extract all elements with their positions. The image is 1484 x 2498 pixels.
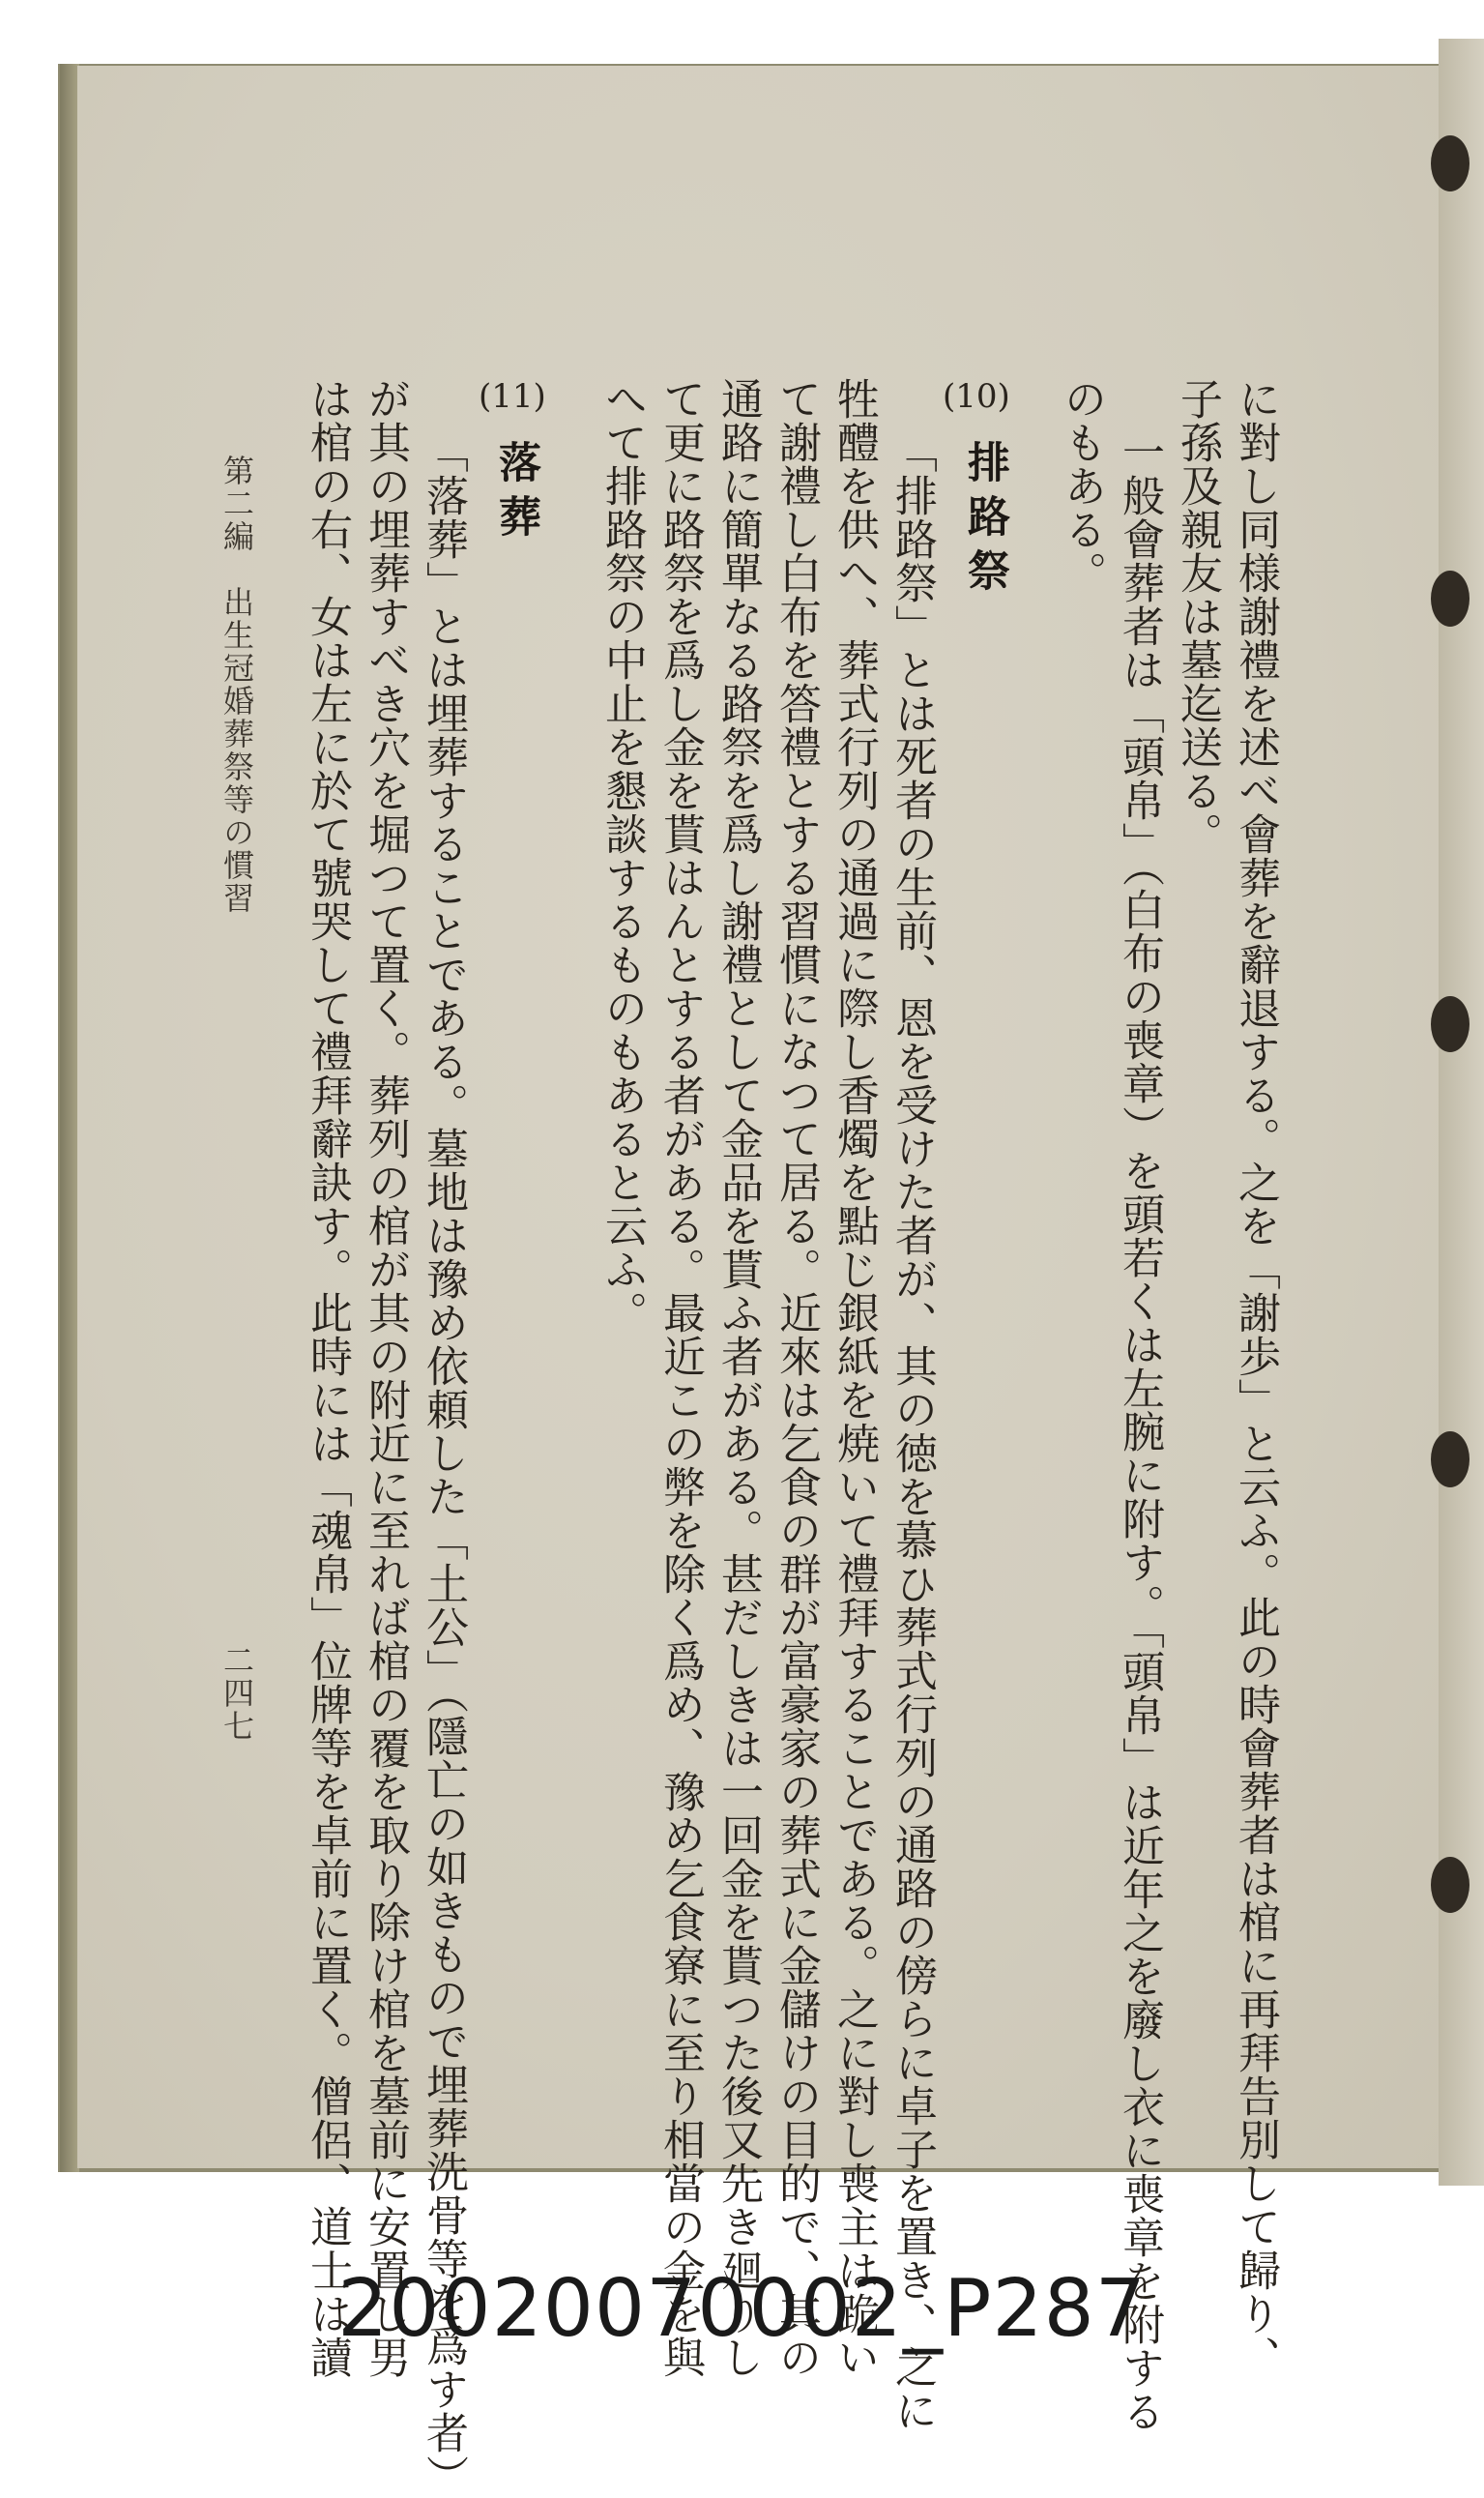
- text-column: て更に路祭を爲し金を貰はんとする者がある。最近この弊を除く爲め、豫め乞食寮に至り相當の金を與: [655, 377, 705, 2379]
- page-number: 二四七: [218, 1644, 255, 1743]
- binding-hole-icon: [1431, 1857, 1469, 1913]
- page-edge: [60, 64, 79, 2172]
- binding-hole-icon: [1431, 135, 1469, 191]
- text-column: て謝禮し白布を答禮とする習慣になつて居る。近來は乞食の群が富豪家の葬式に金儲けの目的で、其の: [771, 377, 821, 2379]
- running-head: 第二編 出生冠婚葬祭等の慣習: [218, 455, 255, 915]
- section-number: (11): [479, 377, 546, 416]
- image-caption: 20020070002_P287: [337, 2263, 1147, 2355]
- text-column: 「排路祭」とは死者の生前、恩を受けた者が、其の徳を慕ひ葬式行列の通路の傍らに卓子を置き、之に: [887, 430, 937, 2432]
- text-column: に對し同様謝禮を述べ會葬を辭退する。之を「謝歩」と云ふ。此の時會葬者は棺に再拜告別して歸り、: [1231, 377, 1280, 2379]
- text-column: へて排路祭の中止を懇談するものもあると云ふ。: [597, 377, 647, 1335]
- text-column: は棺の右、女は左に於て號哭して禮拜辭訣す。此時には「魂帛」位牌等を卓前に置く。僧侶、道士は讀: [303, 377, 352, 2379]
- text-column: が其の埋葬すべき穴を堀つて置く。葬列の棺が其の附近に至れば棺の覆を取り除け棺を墓前に安置し男: [361, 377, 410, 2379]
- text-column: 通路に簡單なる路祭を爲し謝禮として金品を貰ふ者がある。甚だしきは一回金を貰つた後又先き廻りし: [713, 377, 763, 2379]
- binding-hole-icon: [1431, 571, 1469, 627]
- text-column: 牲醴を供へ、葬式行列の通過に際し香燭を點じ銀紙を焼いて禮拜することである。之に對し喪主は跪い: [829, 377, 879, 2379]
- section-title: 排路祭: [960, 440, 1009, 602]
- section-number: (10): [943, 377, 1010, 416]
- text-column: 子孫及親友は墓迄送る。: [1173, 377, 1222, 856]
- binding-hole-icon: [1431, 996, 1469, 1052]
- text-column: のもある。: [1057, 377, 1106, 595]
- text-column: 一般會葬者は「頭帛」（白布の喪章）を頭若くは左腕に附す。「頭帛」は近年之を廢し衣に喪章を附する: [1115, 430, 1164, 2433]
- section-title: 落葬: [491, 440, 540, 548]
- binding-hole-icon: [1431, 1431, 1469, 1487]
- text-column: 「落葬」とは埋葬することである。墓地は豫め依頼した「土公」（隱亡の如きもので埋葬洗骨等を爲す者）: [419, 430, 468, 2498]
